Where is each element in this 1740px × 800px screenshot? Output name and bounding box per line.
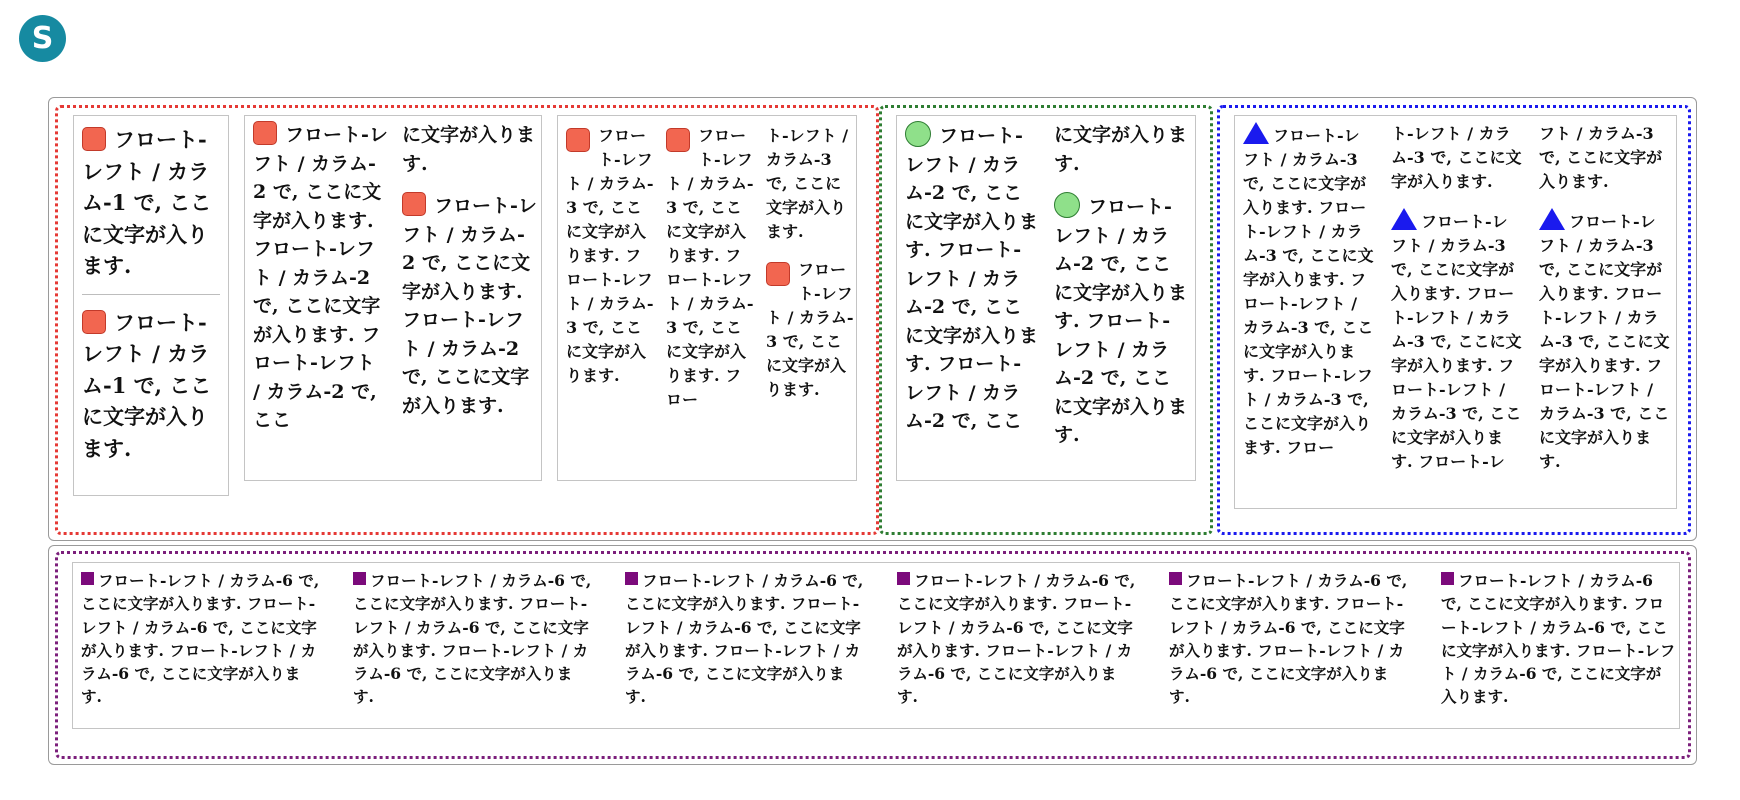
column-3-text: フロート-レフト / カラム-3 で, ここに文字が入ります. フロート-レフト / カラム-3 で, ここに文字が入ります. フロート-レフト / カラム-3 で, ここに文字が入ります. フロート-レフト / カラム-3 で, ここに文字が入ります. フロー (1243, 122, 1375, 460)
column-6-item: フロート-レフト / カラム-6 で, ここに文字が入ります. フロート-レフト / カラム-6 で, ここに文字が入ります. フロート-レフト / カラム-6 で, ここに文字が入ります. (1441, 571, 1676, 707)
column-2-text: フロート-レフト / カラム-2 で, ここに文字が入ります. フロート-レフト / カラム-2 で, ここに文字が入ります. (1054, 192, 1189, 450)
column-6-item: フロート-レフト / カラム-6 で, ここに文字が入ります. フロート-レフト / カラム-6 で, ここに文字が入ります. フロート-レフト / カラム-6 で, ここに文字が入ります. (353, 571, 592, 707)
red-square-icon (566, 128, 590, 152)
column-3-text: フロート-レフト / カラム-3 で, ここに文字が入ります. フロート-レフト / カラム-3 で, ここに文字が入ります. (566, 126, 654, 385)
column-6-item: フロート-レフト / カラム-6 で, ここに文字が入ります. フロート-レフト / カラム-6 で, ここに文字が入ります. フロート-レフト / カラム-6 で, ここに文字が入ります. (81, 571, 320, 707)
column-2-text: に文字が入ります. (1054, 124, 1188, 175)
blue-triangle-icon (1539, 208, 1565, 230)
column-3-text: フロート-レフト / カラム-3 で, ここに文字が入ります. フロート-レフト / カラム-3 で, ここに文字が入ります. フロート-レフト / カラム-3 で, ここに文字が入ります. フロート-レ (1391, 208, 1523, 474)
column-2-text: フロート-レフト / カラム-2 で, ここに文字が入ります. フロート-レフト / カラム-2 で, ここに文字が入ります. (402, 192, 537, 420)
red-square-icon (666, 128, 690, 152)
column-3-text: ト-レフト / カラム-3 で, ここに文字が入ります. (766, 126, 849, 241)
bottom-row-container (48, 545, 1697, 765)
divider (82, 294, 220, 295)
red-square-icon (82, 127, 106, 151)
green-circle-icon (1054, 192, 1080, 218)
column-3-text: フロート-レフト / カラム-3 で, ここに文字が入ります. フロート-レフト / カラム-3 で, ここに文字が入ります. フロート-レフト / カラム-3 で, ここに文字が入ります. (1539, 208, 1671, 474)
column-6-item: フロート-レフト / カラム-6 で, ここに文字が入ります. フロート-レフト / カラム-6 で, ここに文字が入ります. フロート-レフト / カラム-6 で, ここに文字が入ります. (1169, 571, 1408, 707)
column-3-card-blue (1234, 115, 1677, 509)
top-row-container (48, 97, 1697, 541)
column-2-text: に文字が入ります. (402, 124, 536, 175)
column-2-text: フロート-レフト / カラム-2 で, ここに文字が入ります. フロート-レフト / カラム-2 で, ここに文字が入ります. フロート-レフト / カラム-2 で, ここ (253, 121, 388, 435)
red-square-icon (82, 310, 106, 334)
red-square-icon (253, 121, 277, 145)
red-square-icon (402, 192, 426, 216)
purple-square-icon (353, 572, 366, 585)
s-logo-icon[interactable]: S (19, 15, 66, 62)
column-3-text: フロート-レフト / カラム-3 で, ここに文字が入ります. フロート-レフト / カラム-3 で, ここに文字が入ります. フロー (666, 126, 754, 409)
green-circle-icon (905, 121, 931, 147)
column-3-text: ト-レフト / カラム-3 で, ここに文字が入ります. (1391, 124, 1522, 191)
column-1-card (73, 115, 229, 496)
blue-group (1217, 105, 1691, 535)
red-group (55, 105, 879, 535)
column-6-card (72, 562, 1680, 729)
blue-triangle-icon (1391, 208, 1417, 230)
column-6-item: フロート-レフト / カラム-6 で, ここに文字が入ります. フロート-レフト / カラム-6 で, ここに文字が入ります. フロート-レフト / カラム-6 で, ここに文字が入ります. (625, 571, 864, 707)
purple-square-icon (625, 572, 638, 585)
blue-triangle-icon (1243, 122, 1269, 144)
purple-group (55, 551, 1691, 759)
column-1-item: フロート-レフト / カラム-1 で, ここに文字が入ります. (82, 309, 212, 461)
purple-square-icon (1169, 572, 1182, 585)
purple-square-icon (1441, 572, 1454, 585)
column-1-item: フロート-レフト / カラム-1 で, ここに文字が入ります. (82, 127, 212, 278)
purple-square-icon (897, 572, 910, 585)
green-group (879, 105, 1213, 535)
column-2-card (244, 115, 542, 481)
purple-square-icon (81, 572, 94, 585)
column-2-text: フロート-レフト / カラム-2 で, ここに文字が入ります. フロート-レフト / カラム-2 で, ここに文字が入ります. フロート-レフト / カラム-2 で, ここ (905, 121, 1040, 436)
column-6-item: フロート-レフト / カラム-6 で, ここに文字が入ります. フロート-レフト / カラム-6 で, ここに文字が入ります. フロート-レフト / カラム-6 で, ここに文字が入ります. (897, 571, 1136, 707)
column-3-text: フト / カラム-3 で, ここに文字が入ります. (1539, 124, 1663, 191)
red-square-icon (766, 262, 790, 286)
column-2-card-green (896, 115, 1196, 481)
column-3-card (557, 115, 857, 481)
column-3-text: フロート-レフト / カラム-3 で, ここに文字が入ります. (766, 260, 854, 399)
